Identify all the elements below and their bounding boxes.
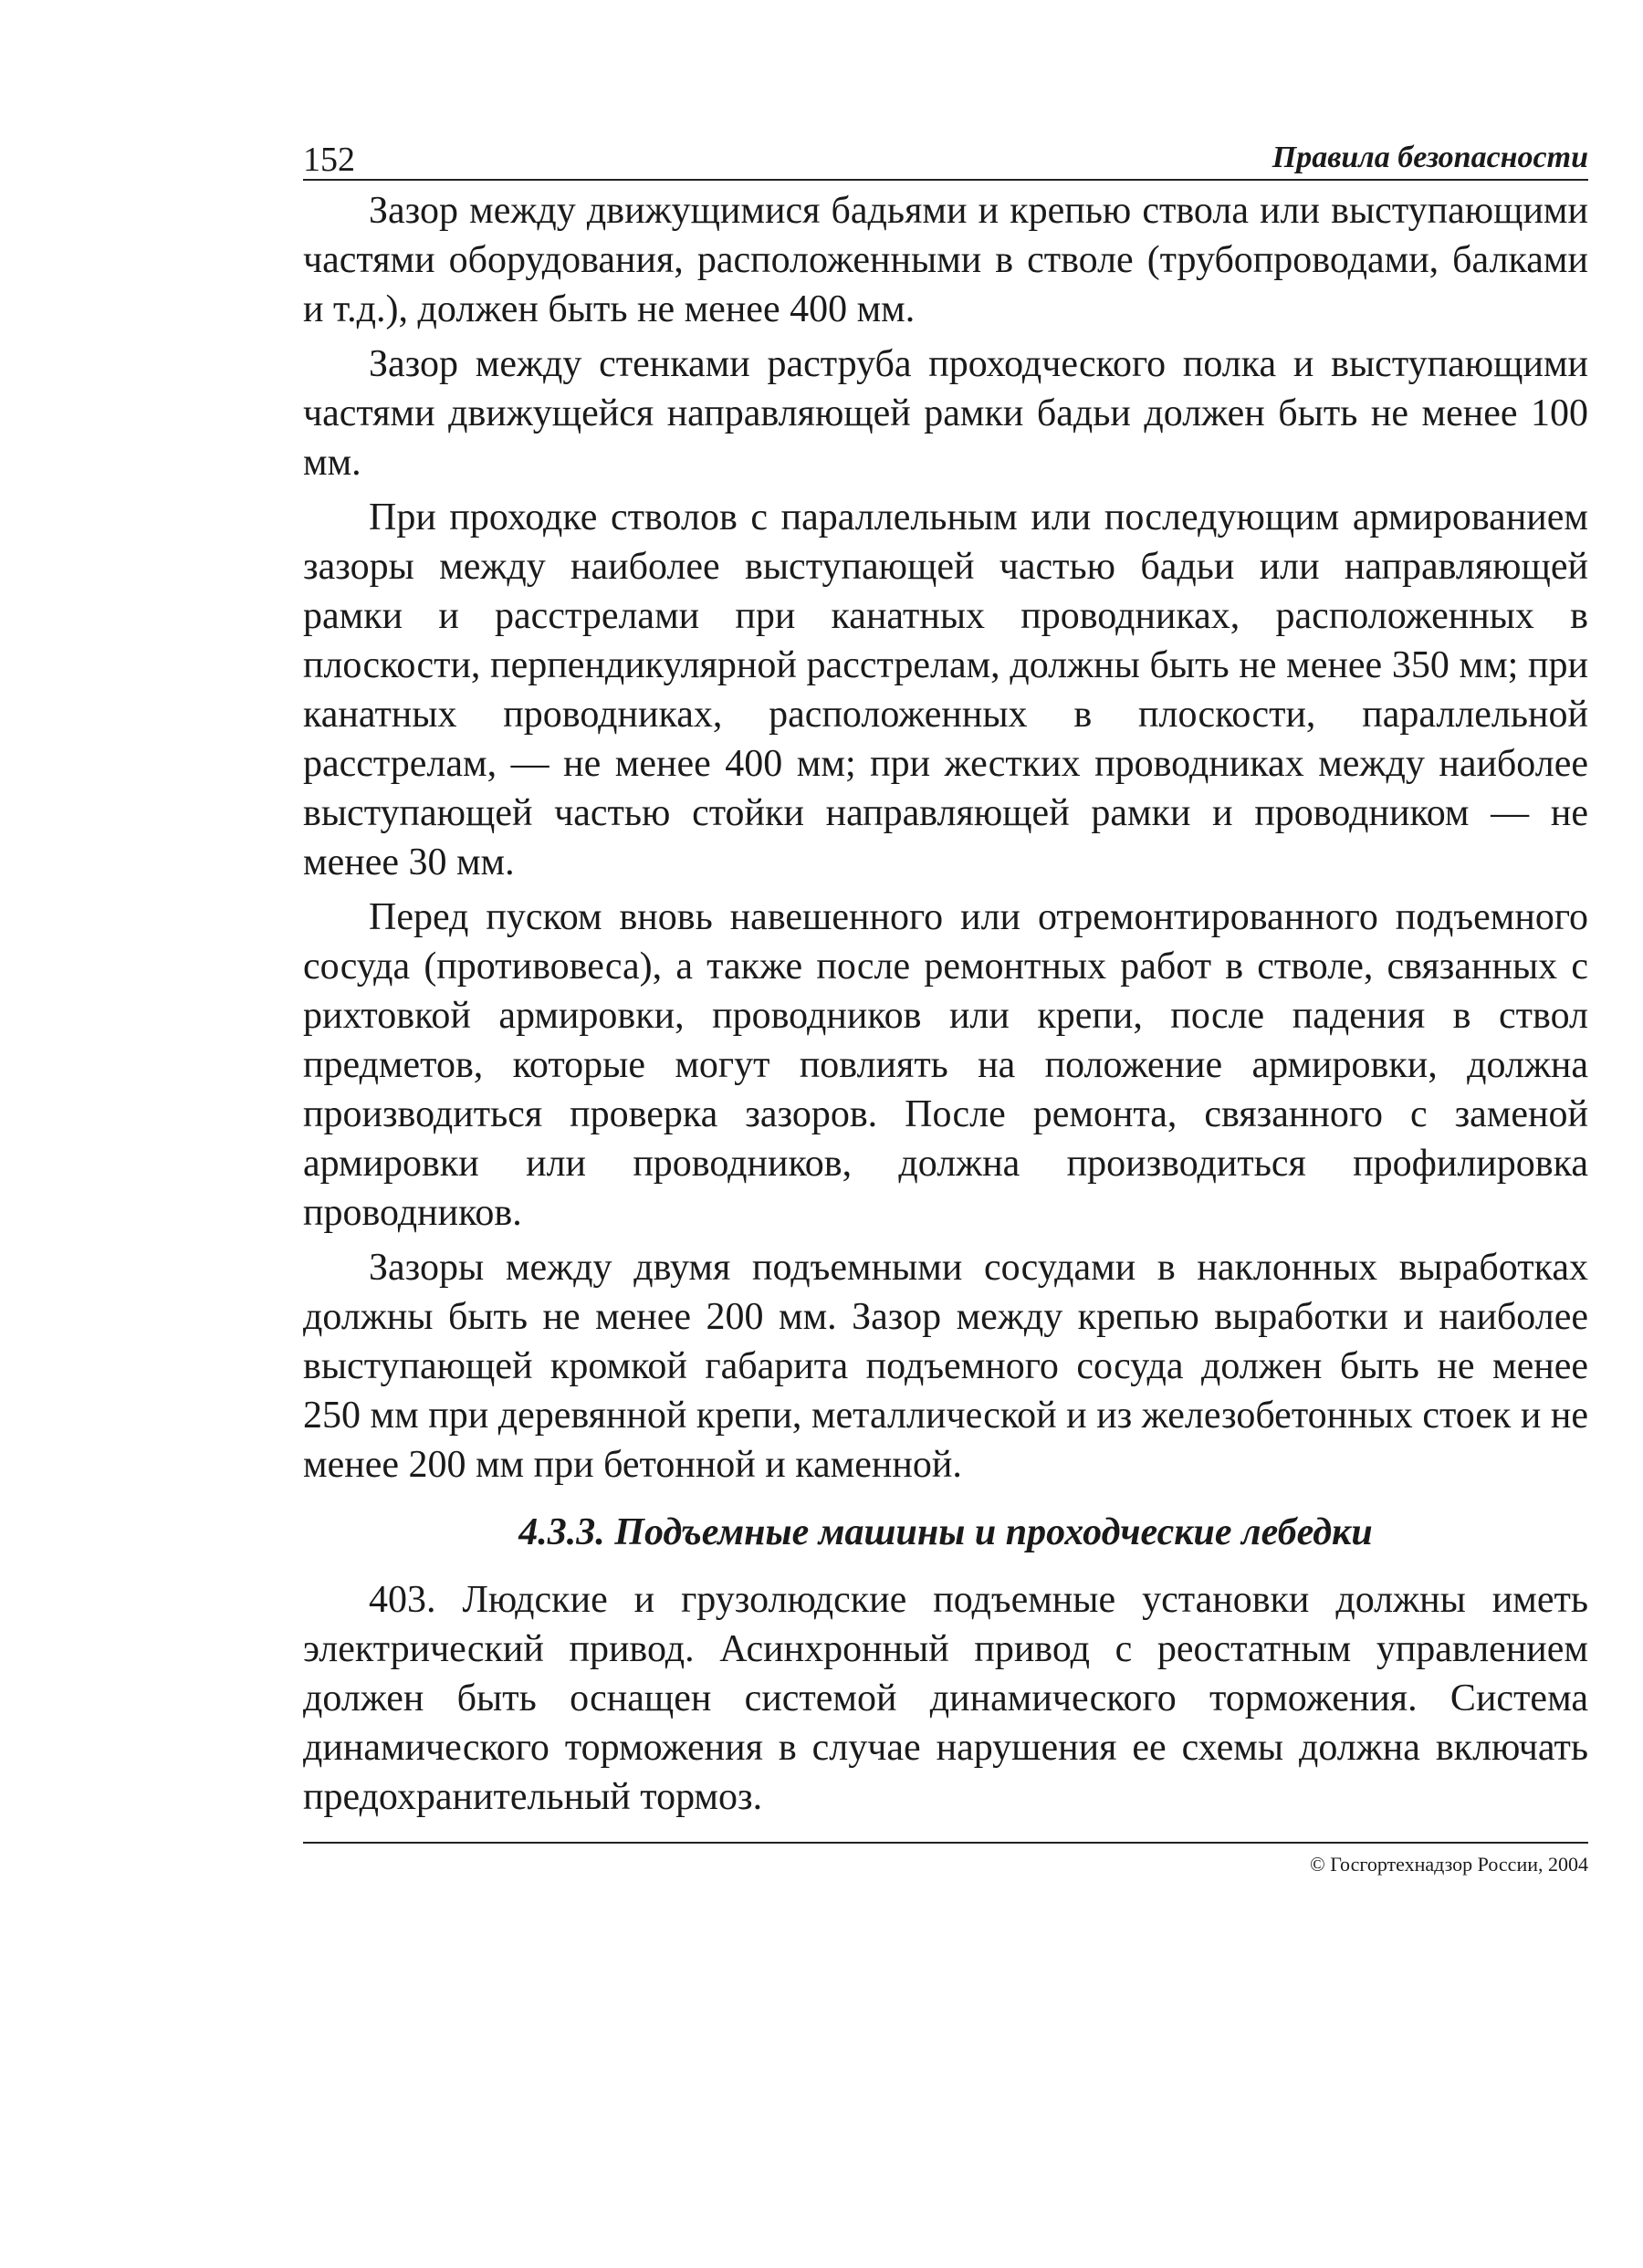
page-number: 152 — [303, 141, 355, 179]
section-heading: 4.3.3. Подъемные машины и проходческие лебедки — [518, 1511, 1373, 1553]
paragraph: При проходке стволов с параллельным или последующим армированием зазоры между наиболее выступающей частью бадьи или направляющей рамки и расстрелами при канатных проводниках, расположенных в плоскости, перпендикулярной расстрелам, должны быть не менее 350 мм; при канатных проводниках, расположенных в плоскости, параллельной расстрелам, — не менее 400 мм; при жестких проводниках между наиболее выступающей частью стойки направляющей рамки и проводником — не менее 30 мм. — [303, 496, 1588, 883]
paragraph: Зазор между движущимися бадьями и крепью ствола или выступающими частями оборудования, расположенными в стволе (трубопроводами, балками и т.д.), должен быть не менее 400 мм. — [303, 190, 1588, 330]
page-footer — [303, 1842, 1588, 1876]
page-header — [303, 128, 1588, 181]
paragraph: Зазоры между двумя подъемными сосудами в наклонных выработках должны быть не менее 200 мм. Зазор между крепью выработки и наиболее выступающей кромкой габарита подъемного сосуда должен быть не менее 250 мм при деревянной крепи, металлической и из железобетонных стоек и не менее 200 мм при бетонной и каменной. — [303, 1247, 1588, 1486]
paragraph: Зазор между стенками раструба проходческого полка и выступающими частями движущейся направляющей рамки бадьи должен быть не менее 100 мм. — [303, 343, 1588, 484]
running-title: Правила безопасности — [1271, 141, 1588, 174]
body-text — [303, 186, 1588, 1822]
document-page — [303, 128, 1588, 1876]
copyright-notice: © Госгортехнадзор России, 2004 — [1310, 1853, 1588, 1876]
paragraph: Перед пуском вновь навешенного или отремонтированного подъемного сосуда (противовеса), а также после ремонтных работ в стволе, связанных с рихтовкой армировки, проводников или крепи, после падения в ствол предметов, которые могут повлиять на положение армировки, должна производиться проверка зазоров. После ремонта, связанного с заменой армировки или проводников, должна производиться профилировка проводников. — [303, 896, 1588, 1234]
paragraph-403: 403. Людские и грузолюдские подъемные установки должны иметь электрический привод. Асинхронный привод с реостатным управлением должен быть оснащен системой динамического торможения. Система динамического торможения в случае нарушения ее схемы должна включать предохранительный тормоз. — [303, 1579, 1588, 1818]
